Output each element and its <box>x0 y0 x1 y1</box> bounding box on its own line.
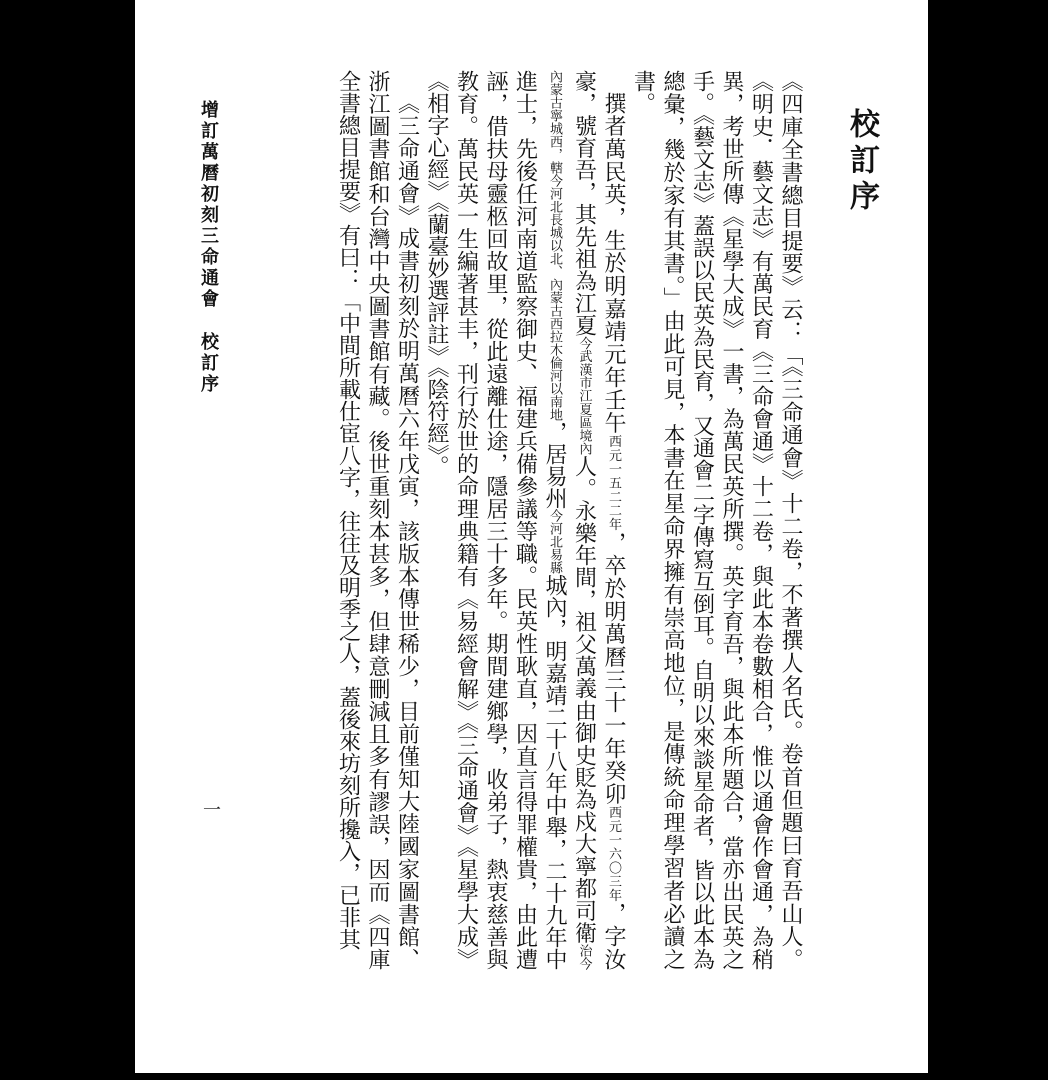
paragraph-1 <box>628 70 805 970</box>
text-segment: 《三命通會》成書初刻於明萬曆六年戊寅，該版本傳世稀少，目前僅知大陸國家圖書館、浙江圖書館和台灣中央圖書館有藏。後世重刻本甚多，但肆意刪減且多有謬誤，因而《四庫全書總目提要》有曰：「中間所載仕宦八字，往往及明季之人，蓋後來坊刻所攙入，已非其 <box>335 70 420 970</box>
text-segment: 人。永樂年間，祖父萬義由御史貶為戍大寧都司衛 <box>571 455 597 944</box>
page-number: 一 <box>200 800 221 818</box>
paragraph-2 <box>422 70 629 970</box>
text-segment: 《四庫全書總目提要》云：「《三命通會》十二卷，不著撰人名氏。卷首但題曰育吾山人。《明史．藝文志》有萬民育《三命會通》十二卷，與此本卷數相合，惟以通會作會通，為稍異，考世所傳《星學大成》一書，為萬民英所撰。英字育吾，與此本所題合，當亦出民英之手。《藝文志》蓋誤以民英為民育，又通會二字傳寫互倒耳。自明以來談星命者，皆以此本為總彙，幾於家有其書。」由此可見，本書在星命界擁有崇高地位，是傳統命理學習者必讀之書。 <box>630 70 803 970</box>
text-segment: 撰者萬民英，生於明嘉靖元年壬午 <box>601 92 626 435</box>
body-text <box>285 70 805 970</box>
annotation-note: 西元一五二二年 <box>606 434 621 532</box>
book-page <box>135 0 928 1073</box>
annotation-note: 今武漢市江夏區境內 <box>576 336 592 456</box>
text-segment: ，卒於明萬曆三十一年癸卯 <box>601 531 626 806</box>
text-segment: 城內，明嘉靖二十八年中舉，二十九年中進士，先後任河南道監察御史、福建兵備參議等職。民英性耿直，因直言得罪權貴，由此遭誣，借扶母靈柩回故里，從此遠離仕途，隱居三十多年。期間建鄉學，收弟子，熱衷慈善與教育。萬民英一生編著甚丰，刊行於世的命理典籍有《易經會解》《三命通會》《星學大成》《相字心經》《蘭臺妙選評註》《陰符經》。 <box>424 70 567 970</box>
running-head-section: 校訂序 <box>198 332 219 395</box>
annotation-note: 今河北易縣 <box>547 509 562 574</box>
page-title: 校訂序 <box>844 108 879 216</box>
annotation-note: 治今內蒙古寧城西，轄今河北長城以北、內蒙古西拉木倫河以南地 <box>547 70 592 971</box>
text-segment: ，字汝豪，號育吾，其先祖為江夏 <box>571 70 626 971</box>
running-head <box>195 100 221 395</box>
annotation-note: 西元一六〇三年 <box>606 805 621 903</box>
running-head-book-title: 增訂萬曆初刻三命通會 <box>198 100 219 310</box>
text-segment: ，居易州 <box>542 421 567 509</box>
paragraph-3 <box>333 70 422 970</box>
